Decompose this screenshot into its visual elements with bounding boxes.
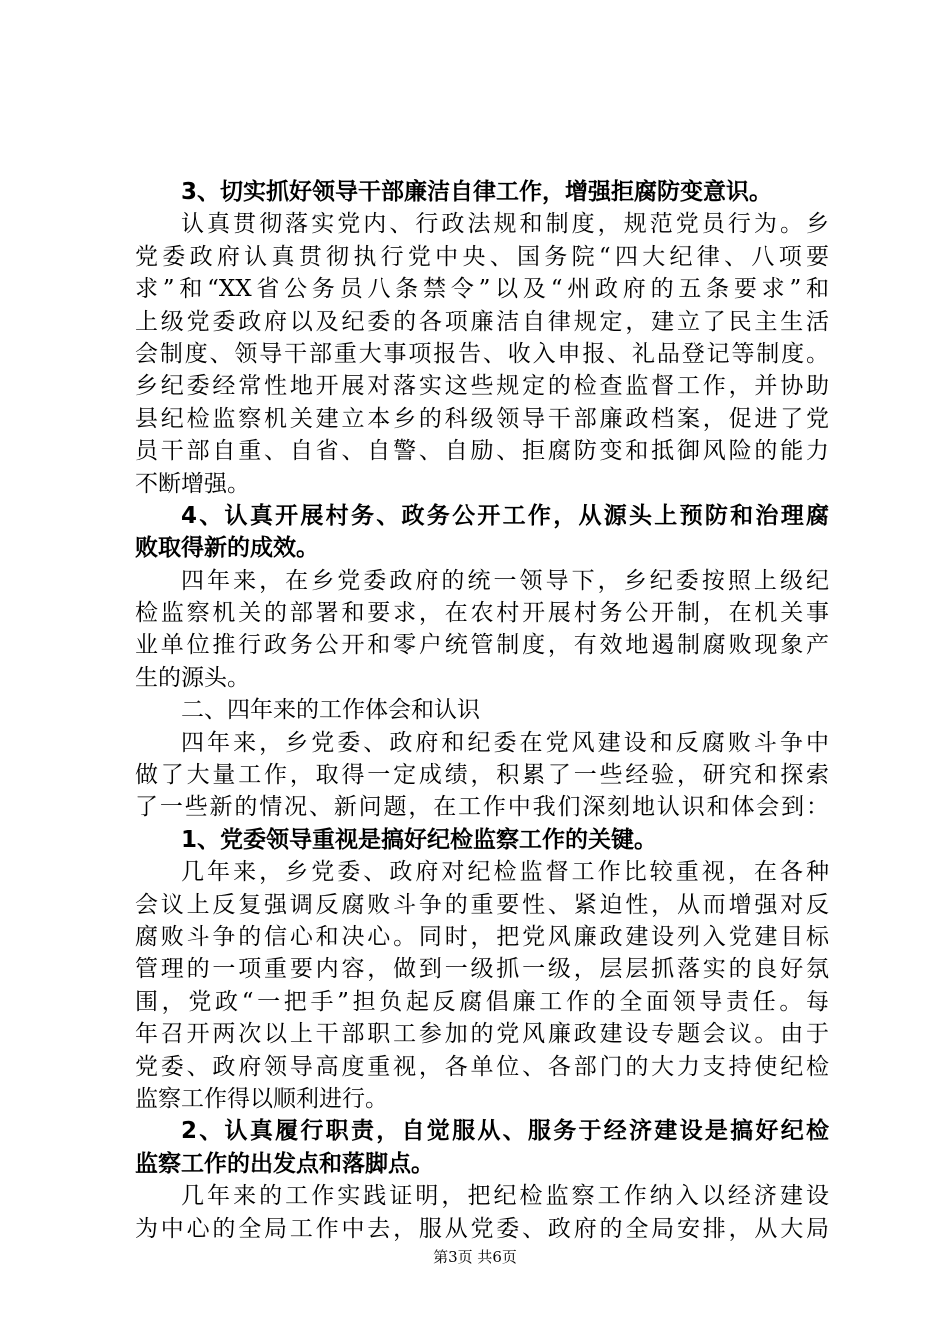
body-text-line: 几年来，乡党委、政府对纪检监督工作比较重视，在各种 xyxy=(181,859,829,886)
body-text-line: 腐败斗争的信心和决心。同时，把党风廉政建设列入党建目标 xyxy=(135,923,829,950)
body-text-line: 监察工作得以顺利进行。 xyxy=(135,1085,388,1112)
section-heading-line: 1、党委领导重视是搞好纪检监察工作的关键。 xyxy=(181,826,658,853)
body-text-line: 不断增强。 xyxy=(135,470,250,497)
body-text-line: 管理的一项重要内容，做到一级抓一级，层层抓落实的良好氛 xyxy=(135,956,829,983)
section-heading-line: 败取得新的成效。 xyxy=(135,535,319,562)
body-text-line: 围，党政“一把手”担负起反腐倡廉工作的全面领导责任。每 xyxy=(135,988,829,1015)
body-text-line: 县纪检监察机关建立本乡的科级领导干部廉政档案，促进了党 xyxy=(135,405,829,432)
body-text-line: 求”和“XX省公务员八条禁令”以及“州政府的五条要求”和 xyxy=(135,276,829,303)
body-text-line: 会议上反复强调反腐败斗争的重要性、紧迫性，从而增强对反 xyxy=(135,891,829,918)
body-text-line: 员干部自重、自省、自警、自励、拒腐防变和抵御风险的能力 xyxy=(135,438,829,465)
body-text-line: 业单位推行政务公开和零户统管制度，有效地遏制腐败现象产 xyxy=(135,632,829,659)
section-heading-line: 2、认真履行职责，自觉服从、服务于经济建设是搞好纪检 xyxy=(181,1118,829,1145)
body-text-line: 了一些新的情况、新问题，在工作中我们深刻地认识和体会到： xyxy=(135,794,829,821)
document-body xyxy=(135,176,829,1245)
body-text-line: 会制度、领导干部重大事项报告、收入申报、礼品登记等制度。 xyxy=(135,340,829,367)
body-text-line: 党委政府认真贯彻执行党中央、国务院“四大纪律、八项要 xyxy=(135,243,829,270)
body-text-line: 认真贯彻落实党内、行政法规和制度，规范党员行为。乡 xyxy=(181,211,829,238)
body-text-line: 生的源头。 xyxy=(135,664,250,691)
body-text-line: 为中心的全局工作中去，服从党委、政府的全局安排，从大局 xyxy=(135,1215,829,1242)
body-text-line: 做了大量工作，取得一定成绩，积累了一些经验，研究和探索 xyxy=(135,762,829,789)
body-text-line: 四年来，在乡党委政府的统一领导下，乡纪委按照上级纪 xyxy=(181,567,829,594)
page-footer: 第3页 共6页 xyxy=(433,1248,517,1266)
section-heading-line: 4、认真开展村务、政务公开工作，从源头上预防和治理腐 xyxy=(181,502,829,529)
body-text-line: 二、四年来的工作体会和认识 xyxy=(181,697,480,724)
body-text-line: 乡纪委经常性地开展对落实这些规定的检查监督工作，并协助 xyxy=(135,373,829,400)
body-text-line: 检监察机关的部署和要求，在农村开展村务公开制，在机关事 xyxy=(135,600,829,627)
section-heading-line: 3、切实抓好领导干部廉洁自律工作，增强拒腐防变意识。 xyxy=(181,179,773,205)
body-text-line: 几年来的工作实践证明，把纪检监察工作纳入以经济建设 xyxy=(181,1183,829,1210)
body-text-line: 党委、政府领导高度重视，各单位、各部门的大力支持使纪检 xyxy=(135,1053,829,1080)
body-text-line: 上级党委政府以及纪委的各项廉洁自律规定，建立了民主生活 xyxy=(135,308,829,335)
section-heading-line: 监察工作的出发点和落脚点。 xyxy=(135,1150,434,1177)
body-text-line: 四年来，乡党委、政府和纪委在党风建设和反腐败斗争中 xyxy=(181,729,829,756)
body-text-line: 年召开两次以上干部职工参加的党风廉政建设专题会议。由于 xyxy=(135,1021,829,1048)
